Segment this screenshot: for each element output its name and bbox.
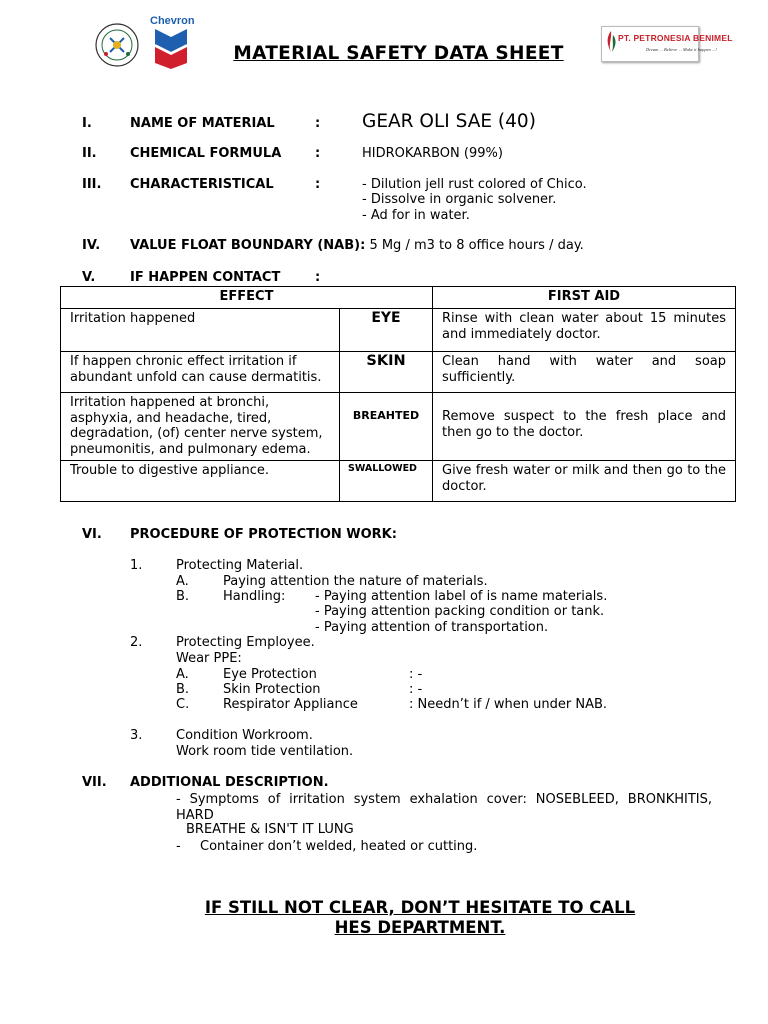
procedure-subtitle: Wear PPE: [176, 651, 242, 666]
page-title: MATERIAL SAFETY DATA SHEET [233, 43, 564, 64]
first-aid-cell [433, 309, 736, 352]
section-7-label: ADDITIONAL DESCRIPTION. [130, 775, 329, 790]
additional-line-1 [176, 792, 712, 823]
section-2-number: II. [82, 146, 97, 161]
nab-row [130, 238, 584, 254]
procedure-title: Condition Workroom. [176, 728, 313, 743]
effect-text: Irritation happened [70, 311, 196, 326]
section-6-number: VI. [82, 527, 102, 542]
procedure-number: 3. [130, 728, 143, 743]
handling-line: - Paying attention of transportation. [315, 620, 549, 635]
ppe-letter: C. [176, 697, 190, 712]
effect-text: If happen chronic effect irritation if abundant unfold can cause dermatitis. [70, 354, 322, 385]
table-row [61, 461, 736, 502]
table-row [61, 393, 736, 461]
route-cell [340, 461, 433, 502]
first-aid-cell [433, 461, 736, 502]
ppe-letter: B. [176, 682, 190, 697]
route-cell [340, 309, 433, 352]
ppe-value: : Needn’t if / when under NAB. [409, 697, 608, 712]
procedure-title: Protecting Employee. [176, 635, 315, 650]
ppe-value: : - [409, 682, 423, 697]
footer-line-1: IF STILL NOT CLEAR, DON’T HESITATE TO CALL [204, 898, 636, 917]
section-5-label: IF HAPPEN CONTACT [130, 270, 281, 285]
first-aid-text: Rinse with clean water about 15 minutes and immediately doctor. [442, 311, 726, 342]
ppe-label: Skin Protection [223, 682, 321, 697]
table-row [61, 352, 736, 393]
procedure-letter: B. [176, 589, 190, 604]
procedure-text: Paying attention the nature of materials. [223, 574, 488, 589]
section-7-number: VII. [82, 775, 107, 790]
characteristic-line: - Dissolve in organic solvener. [362, 192, 557, 207]
section-2-colon: : [315, 146, 321, 161]
route-text: SWALLOWED [348, 463, 417, 474]
section-1-colon: : [315, 116, 321, 131]
handling-label: Handling: [223, 589, 286, 604]
ppe-label: Eye Protection [223, 667, 317, 682]
characteristic-line: - Ad for in water. [362, 208, 470, 223]
handling-line: - Paying attention packing condition or tank. [315, 604, 605, 619]
first-aid-text: Give fresh water or milk and then go to the doctor. [442, 463, 726, 494]
section-3-colon: : [315, 177, 321, 192]
first-aid-cell [433, 393, 736, 461]
section-4-label: VALUE FLOAT BOUNDARY (NAB): [130, 238, 366, 253]
footer-line-2: HES DEPARTMENT. [334, 918, 506, 937]
petronesia-tagline: Dream ... Believe ... Make it happen ...! [646, 47, 717, 52]
section-5-colon: : [315, 270, 321, 285]
ppe-label: Respirator Appliance [223, 697, 358, 712]
section-1-label: NAME OF MATERIAL [130, 116, 275, 131]
effect-cell [61, 461, 340, 502]
ppe-letter: A. [176, 667, 189, 682]
procedure-letter: A. [176, 574, 189, 589]
procedure-title: Protecting Material. [176, 558, 304, 573]
footer-notice [150, 898, 690, 938]
additional-line-3: Container don’t welded, heated or cutting. [200, 839, 478, 854]
procedure-subtitle: Work room tide ventilation. [176, 744, 354, 759]
section-1-number: I. [82, 116, 92, 131]
first-aid-header: FIRST AID [433, 287, 736, 309]
section-4-number: IV. [82, 238, 101, 253]
section-3-number: III. [82, 177, 102, 192]
chemical-formula: HIDROKARBON (99%) [362, 146, 503, 161]
nab-value: 5 Mg / m3 to 8 office hours / day. [369, 238, 584, 253]
first-aid-cell [433, 352, 736, 393]
table-row [61, 309, 736, 352]
effect-cell [61, 309, 340, 352]
section-2-label: CHEMICAL FORMULA [130, 146, 282, 161]
section-5-number: V. [82, 270, 96, 285]
contact-table [60, 286, 736, 502]
first-aid-text: Clean hand with water and soap sufficiently. [442, 354, 726, 385]
effect-header: EFFECT [61, 287, 433, 309]
table-header-row [61, 287, 736, 309]
chevron-logo-text: Chevron [150, 15, 195, 27]
handling-line: - Paying attention label of is name materials. [315, 589, 608, 604]
ppe-value: : - [409, 667, 423, 682]
effect-text: Irritation happened at bronchi, asphyxia, and headache, tired, degradation, (of) center nerve system, pneumonitis, and pulmonary edema. [70, 395, 323, 457]
first-aid-text: Remove suspect to the fresh place and then go to the doctor. [442, 409, 726, 440]
route-text: EYE [371, 310, 401, 326]
effect-cell [61, 352, 340, 393]
effect-text: Trouble to digestive appliance. [70, 463, 270, 478]
route-text: SKIN [366, 353, 406, 369]
material-name: GEAR OLI SAE (40) [362, 111, 536, 132]
additional-dash: - [176, 839, 181, 854]
petronesia-name: PT. PETRONESIA BENIMEL [618, 33, 733, 43]
route-text: BREAHTED [352, 409, 420, 422]
procedure-number: 1. [130, 558, 143, 573]
route-cell [340, 352, 433, 393]
procedure-number: 2. [130, 635, 143, 650]
section-3-label: CHARACTERISTICAL [130, 177, 274, 192]
effect-cell [61, 393, 340, 461]
additional-text: - Symptoms of irritation system exhalation cover: NOSEBLEED, BRONKHITIS, HARD [176, 792, 712, 823]
additional-line-2: BREATHE & ISN'T IT LUNG [186, 822, 354, 837]
characteristic-line: - Dilution jell rust colored of Chico. [362, 177, 587, 192]
route-cell [340, 393, 433, 461]
section-6-label: PROCEDURE OF PROTECTION WORK: [130, 527, 397, 542]
